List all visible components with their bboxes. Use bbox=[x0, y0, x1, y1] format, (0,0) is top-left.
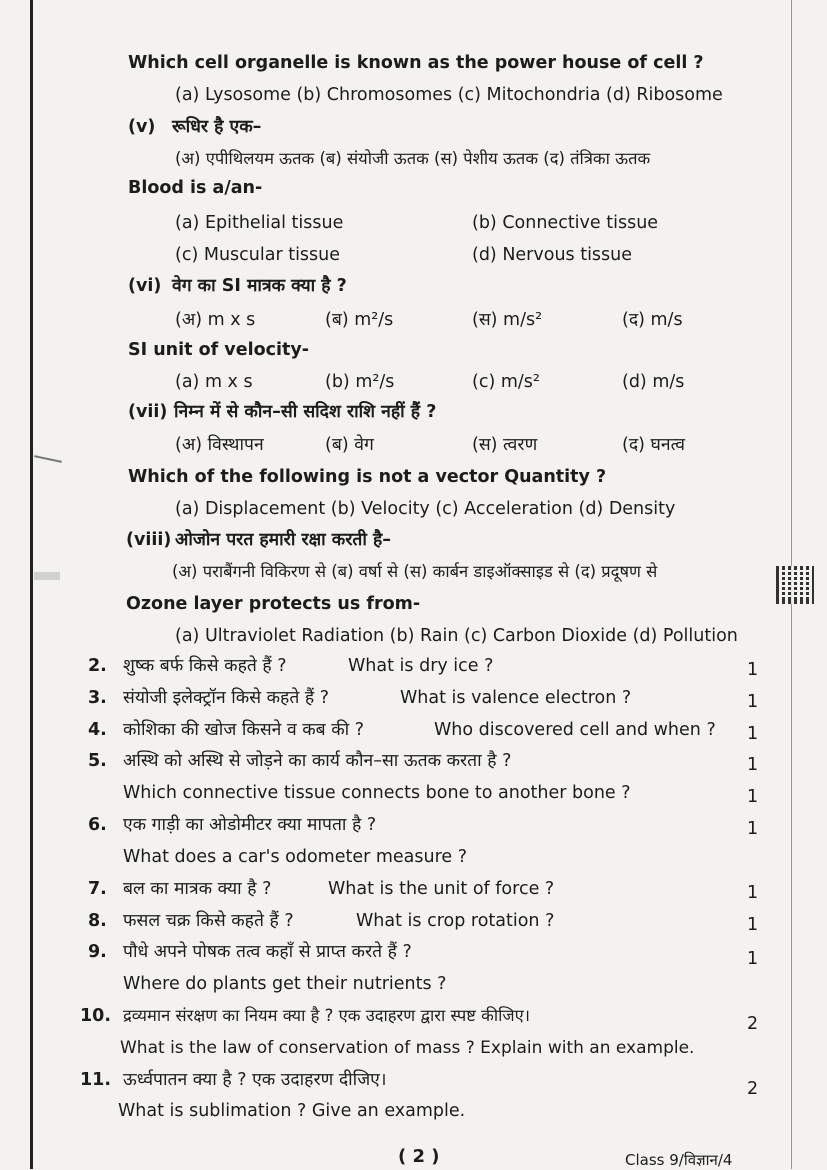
option-c-hi: (स) त्वरण bbox=[472, 435, 538, 455]
subquestion-number: (v) bbox=[128, 117, 156, 137]
question-options-en: (a) Displacement (b) Velocity (c) Acceleration (d) Density bbox=[175, 499, 676, 519]
option-c: (c) Muscular tissue bbox=[175, 245, 341, 265]
question-options-en: (a) Lysosome (b) Chromosomes (c) Mitochondria (d) Ribosome bbox=[175, 85, 723, 105]
question-marks: 2 bbox=[747, 1079, 759, 1099]
question-en: Who discovered cell and when ? bbox=[434, 720, 716, 740]
option-b-hi: (ब) m²/s bbox=[325, 310, 394, 330]
question-number: 8. bbox=[88, 911, 107, 931]
question-marks: 1 bbox=[747, 755, 759, 775]
question-options-hi: (अ) पराबैंगनी विकिरण से (ब) वर्षा से (स) कार्बन डाइऑक्साइड से (द) प्रदूषण से bbox=[172, 562, 658, 581]
question-marks: 1 bbox=[747, 949, 759, 969]
question-hi: द्रव्यमान संरक्षण का नियम क्या है ? एक उदाहरण द्वारा स्पष्ट कीजिए। bbox=[123, 1006, 530, 1025]
question-number: 3. bbox=[88, 688, 107, 708]
question-en: What is crop rotation ? bbox=[356, 911, 555, 931]
paper-code: Class 9/विज्ञान/4 bbox=[625, 1151, 733, 1169]
question-stem-hi: रूधिर है एक– bbox=[172, 117, 262, 137]
option-a-hi: (अ) m x s bbox=[175, 310, 256, 330]
question-marks: 1 bbox=[747, 915, 759, 935]
question-en: Which connective tissue connects bone to another bone ? bbox=[123, 783, 631, 803]
question-number: 7. bbox=[88, 879, 107, 899]
question-number: 2. bbox=[88, 656, 107, 676]
question-en: What does a car's odometer measure ? bbox=[123, 847, 468, 867]
question-marks: 1 bbox=[747, 724, 759, 744]
subquestion-number: (viii) bbox=[126, 530, 172, 550]
option-a: (a) Epithelial tissue bbox=[175, 213, 344, 233]
option-b-hi: (ब) वेग bbox=[325, 435, 374, 455]
question-hi: अस्थि को अस्थि से जोड़ने का कार्य कौन–सा ऊतक करता है ? bbox=[123, 751, 512, 771]
question-marks: 1 bbox=[747, 883, 759, 903]
question-number: 9. bbox=[88, 942, 107, 962]
page-left-border bbox=[30, 0, 33, 1169]
question-hi: कोशिका की खोज किसने व कब की ? bbox=[123, 720, 365, 740]
question-marks: 2 bbox=[747, 1014, 759, 1034]
question-marks: 1 bbox=[747, 819, 759, 839]
option-d-hi: (द) m/s bbox=[622, 310, 683, 330]
question-hi: शुष्क बर्फ किसे कहते हैं ? bbox=[123, 656, 287, 676]
question-en: What is the law of conservation of mass ? Explain with an example. bbox=[120, 1038, 695, 1058]
option-b-en: (b) m²/s bbox=[325, 372, 395, 392]
question-en: What is dry ice ? bbox=[348, 656, 494, 676]
option-d: (d) Nervous tissue bbox=[472, 245, 633, 265]
question-stem-hi: वेग का SI मात्रक क्या है ? bbox=[172, 276, 347, 296]
question-hi: बल का मात्रक क्या है ? bbox=[123, 879, 272, 899]
question-stem-hi: निम्न में से कौन–सी सदिश राशि नहीं हैं ? bbox=[174, 402, 437, 422]
question-marks: 1 bbox=[747, 692, 759, 712]
question-number: 4. bbox=[88, 720, 107, 740]
question-marks: 1 bbox=[747, 660, 759, 680]
question-hi: एक गाड़ी का ओडोमीटर क्या मापता है ? bbox=[123, 815, 377, 835]
page-number: ( 2 ) bbox=[398, 1146, 440, 1167]
option-a-en: (a) m x s bbox=[175, 372, 253, 392]
question-stem-hi: ओजोन परत हमारी रक्षा करती है– bbox=[175, 530, 392, 550]
question-number: 11. bbox=[80, 1070, 112, 1090]
question-hi: फसल चक्र किसे कहते हैं ? bbox=[123, 911, 294, 931]
option-d-hi: (द) घनत्व bbox=[622, 435, 685, 455]
option-d-en: (d) m/s bbox=[622, 372, 685, 392]
question-marks: 1 bbox=[747, 787, 759, 807]
subquestion-number: (vii) bbox=[128, 402, 168, 422]
question-en: What is sublimation ? Give an example. bbox=[118, 1101, 466, 1121]
question-hi: संयोजी इलेक्ट्रॉन किसे कहते हैं ? bbox=[123, 688, 329, 708]
question-stem-en: Ozone layer protects us from- bbox=[126, 594, 421, 614]
question-number: 5. bbox=[88, 751, 107, 771]
question-hi: पौधे अपने पोषक तत्व कहाँ से प्राप्त करते हैं ? bbox=[123, 942, 412, 962]
question-options-hi: (अ) एपीथिलयम ऊतक (ब) संयोजी ऊतक (स) पेशीय ऊतक (द) तंत्रिका ऊतक bbox=[175, 149, 651, 168]
question-stem-en: Which cell organelle is known as the power house of cell ? bbox=[128, 53, 704, 73]
subquestion-number: (vi) bbox=[128, 276, 162, 296]
question-stem-en: SI unit of velocity- bbox=[128, 340, 310, 360]
question-en: Where do plants get their nutrients ? bbox=[123, 974, 447, 994]
scan-mark bbox=[34, 572, 60, 580]
question-number: 6. bbox=[88, 815, 107, 835]
question-hi: ऊर्ध्वपातन क्या है ? एक उदाहरण दीजिए। bbox=[123, 1070, 387, 1090]
question-stem-en: Blood is a/an- bbox=[128, 178, 263, 198]
option-b: (b) Connective tissue bbox=[472, 213, 659, 233]
question-en: What is the unit of force ? bbox=[328, 879, 555, 899]
question-en: What is valence electron ? bbox=[400, 688, 632, 708]
qr-code-icon bbox=[776, 566, 814, 604]
question-options-en: (a) Ultraviolet Radiation (b) Rain (c) Carbon Dioxide (d) Pollution bbox=[175, 626, 738, 646]
question-stem-en: Which of the following is not a vector Quantity ? bbox=[128, 467, 607, 487]
option-c-hi: (स) m/s² bbox=[472, 310, 543, 330]
question-number: 10. bbox=[80, 1006, 112, 1026]
scan-mark bbox=[34, 455, 62, 463]
option-c-en: (c) m/s² bbox=[472, 372, 540, 392]
option-a-hi: (अ) विस्थापन bbox=[175, 435, 264, 455]
